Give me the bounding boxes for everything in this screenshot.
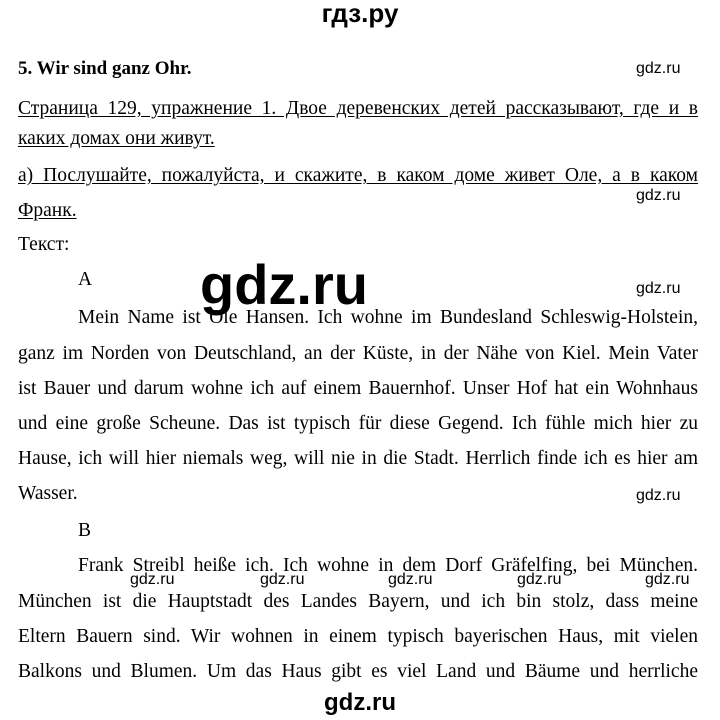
watermark-large: gdz.ru [200,253,368,316]
watermark: gdz.ru [636,280,681,297]
task-line-1: Страница 129, упражнение 1. Двое деревенских детей рассказывают, где и в [18,98,698,119]
watermark: gdz.ru [517,571,562,588]
section-heading: 5. Wir sind ganz Ohr. [18,58,192,79]
text-b-line: München ist die Hauptstadt des Landes Bayern, und ich bin stolz, dass meine [18,591,698,612]
text-a-line: ist Bauer und darum wohne ich auf einem Bauernhof. Unser Hof hat ein Wohnhaus [18,378,698,399]
text-b-line: Balkons und Blumen. Um das Haus gibt es viel Land und Bäume und herrliche [18,661,698,682]
text-a-line: und eine große Scheune. Das ist typisch für diese Gegend. Ich fühle mich hier zu [18,413,698,434]
task-line-2: каких домах они живут. [18,128,215,149]
task-line-3: а) Послушайте, пожалуйста, и скажите, в каком доме живет Оле, а в каком [18,165,698,186]
text-a-line: Wasser. [18,483,78,504]
text-b-line: Frank Streibl heiße ich. Ich wohne in dem Dorf Gräfelfing, bei München. [78,555,698,576]
watermark: gdz.ru [636,487,681,504]
text-b-label: B [78,520,92,541]
text-b-line: Eltern Bauern sind. Wir wohnen in einem typisch bayerischen Haus, mit vielen [18,626,698,647]
watermark: gdz.ru [636,187,681,204]
watermark: gdz.ru [636,60,681,77]
task-line-4: Франк. [18,200,77,221]
footer-site: gdz.ru [324,689,396,716]
text-a-line: Hause, ich will hier niemals weg, will nie in die Stadt. Herrlich finde ich es hier am [18,448,698,469]
watermark: gdz.ru [130,571,175,588]
text-a-line: Mein Name ist Ole Hansen. Ich wohne im Bundesland Schleswig-Holstein, [78,307,698,328]
text-label: Текст: [18,234,70,255]
watermark: gdz.ru [388,571,433,588]
site-title: гдз.ру [321,0,399,28]
watermark: gdz.ru [645,571,690,588]
watermark: gdz.ru [260,571,305,588]
text-a-line: ganz im Norden von Deutschland, an der Küste, in der Nähe von Kiel. Mein Vater [18,343,698,364]
text-a-label: A [78,269,93,290]
